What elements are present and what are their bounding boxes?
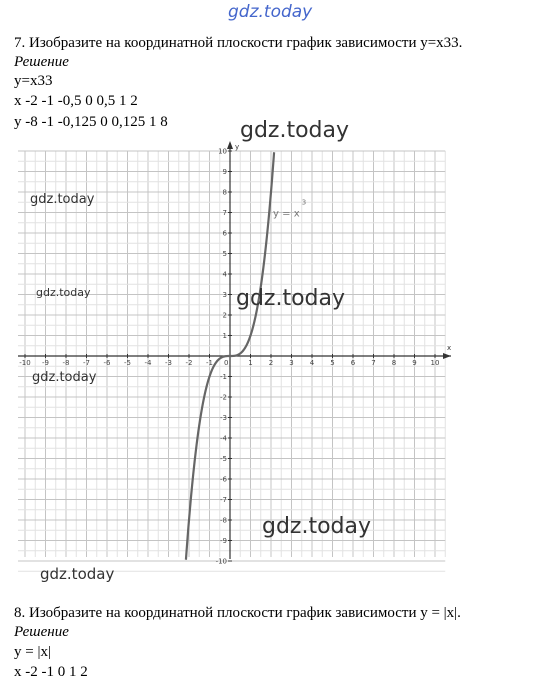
y-tick-label: -9 bbox=[220, 537, 227, 545]
y-tick-label: 9 bbox=[222, 168, 227, 176]
y-tick-label: 8 bbox=[222, 188, 227, 197]
x-tick-label: 6 bbox=[350, 359, 356, 367]
x-tick-label: -6 bbox=[103, 359, 111, 367]
x-tick-label: -8 bbox=[62, 359, 70, 367]
x-tick-label: -9 bbox=[42, 359, 49, 367]
x-tick-label: 2 bbox=[268, 359, 274, 367]
x-tick-label: 8 bbox=[391, 359, 397, 367]
x-tick-label: -1 bbox=[206, 359, 213, 367]
watermark-graph-6: gdz.today bbox=[262, 514, 372, 539]
y-tick-label: -10 bbox=[215, 557, 227, 566]
task7-x-row: x -2 -1 -0,5 0 0,5 1 2 bbox=[14, 93, 138, 109]
y-axis-arrow bbox=[227, 141, 233, 149]
task7-title: 7. Изобразите на координатной плоскости график зависимости y=x33. bbox=[14, 35, 463, 51]
y-tick-label: -1 bbox=[220, 373, 227, 381]
y-tick-label: -7 bbox=[220, 496, 227, 504]
x-tick-label: 10 bbox=[430, 359, 440, 367]
watermark-graph-7: gdz.today bbox=[40, 565, 115, 583]
x-tick-label: -7 bbox=[83, 359, 90, 367]
y-tick-label: -2 bbox=[220, 393, 227, 402]
task8-solution-label: Решение bbox=[14, 624, 69, 640]
x-tick-label: 4 bbox=[309, 359, 315, 367]
y-tick-label: 1 bbox=[222, 332, 227, 340]
y-tick-label: 10 bbox=[218, 147, 227, 156]
watermark-graph-3: gdz.today bbox=[36, 286, 91, 299]
x-tick-label: 5 bbox=[330, 359, 335, 367]
x-tick-label: -3 bbox=[165, 359, 172, 367]
y-tick-label: 6 bbox=[222, 229, 227, 238]
y-tick-label: 2 bbox=[222, 311, 227, 320]
x-tick-label: -4 bbox=[144, 359, 152, 367]
task8-title: 8. Изобразите на координатной плоскости график зависимости y = |x|. bbox=[14, 605, 461, 621]
y-tick-label: -8 bbox=[220, 516, 227, 525]
y-tick-label: 3 bbox=[222, 291, 227, 299]
task7-formula: y=x33 bbox=[14, 73, 53, 89]
x-tick-label: 3 bbox=[289, 359, 294, 367]
y-tick-label: -3 bbox=[220, 414, 227, 422]
curve-label: y = x bbox=[273, 208, 300, 220]
x-tick-label: 9 bbox=[412, 359, 417, 367]
y-tick-label: -5 bbox=[220, 455, 227, 463]
task8-x-row: x -2 -1 0 1 2 bbox=[14, 664, 88, 680]
y-tick-label: 7 bbox=[222, 209, 227, 217]
x-tick-label: -2 bbox=[185, 359, 193, 367]
watermark-graph-4: gdz.today bbox=[236, 286, 346, 311]
watermark-graph-1: gdz.today bbox=[240, 118, 350, 143]
y-tick-label: -6 bbox=[220, 475, 227, 484]
watermark-graph-5: gdz.today bbox=[32, 370, 97, 385]
task7-y-row: y -8 -1 -0,125 0 0,125 1 8 bbox=[14, 114, 168, 130]
watermark-graph-2: gdz.today bbox=[30, 192, 95, 207]
y-tick-label: -4 bbox=[220, 434, 227, 443]
x-tick-label: 7 bbox=[371, 359, 376, 367]
origin-label: 0 bbox=[224, 359, 229, 367]
task7-solution-label: Решение bbox=[14, 54, 69, 70]
y-axis-label: y bbox=[235, 143, 240, 151]
y-tick-label: 4 bbox=[222, 270, 227, 279]
y-tick-label: 5 bbox=[222, 250, 227, 258]
curve-label-exponent: 3 bbox=[301, 198, 307, 207]
x-axis-label: x bbox=[447, 344, 452, 352]
watermark-top: gdz.today bbox=[228, 2, 313, 22]
x-tick-label: 1 bbox=[248, 359, 253, 367]
x-tick-label: -10 bbox=[19, 359, 31, 367]
x-axis-arrow bbox=[443, 353, 451, 359]
task8-formula: y = |x| bbox=[14, 644, 51, 660]
x-tick-label: -5 bbox=[124, 359, 131, 367]
